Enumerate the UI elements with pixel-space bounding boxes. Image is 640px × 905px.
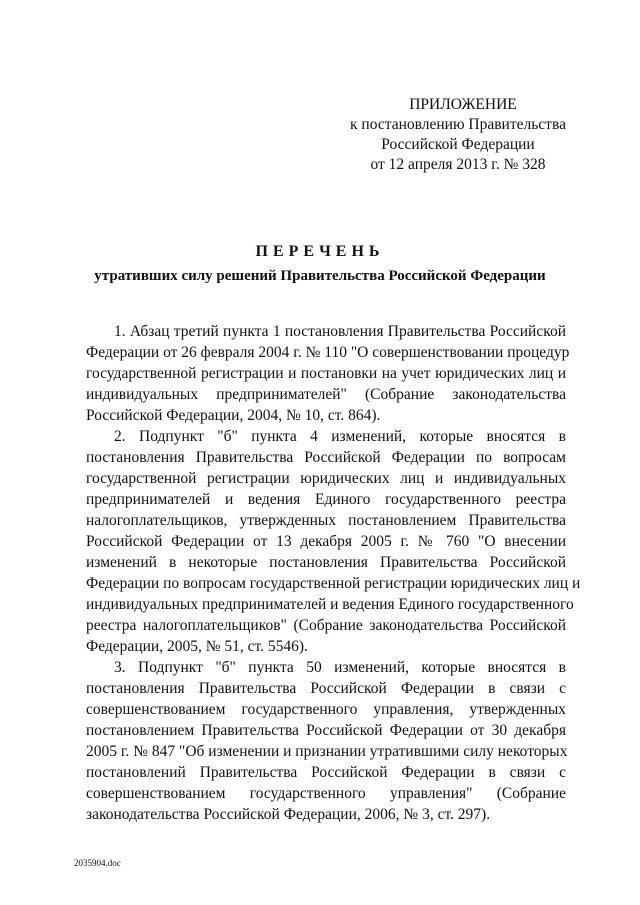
paragraph-line: Российской Федерации, 2004, № 10, ст. 864). xyxy=(86,407,381,424)
paragraph-line: законодательства Российской Федерации, 2006, № 3, ст. 297). xyxy=(86,806,491,823)
paragraph-line: постановлений Правительства Российской Федерации в связи с xyxy=(86,764,566,781)
paragraph-3 xyxy=(86,657,566,825)
paragraph-line: индивидуальных предпринимателей" (Собрание законодательства xyxy=(86,386,566,403)
document-title: ПЕРЕЧЕНЬ xyxy=(255,243,385,260)
appendix-line-resolution: к постановлению Правительства xyxy=(350,116,566,133)
paragraph-line: реестра налогоплательщиков" (Собрание законодательства Российской xyxy=(86,617,566,634)
paragraph-line: изменений в некоторые постановления Правительства Российской xyxy=(86,554,566,571)
paragraph-line: постановления Правительства Российской Федерации по вопросам xyxy=(86,449,566,466)
document-body xyxy=(86,321,581,825)
file-name-footer: 2035904.doc xyxy=(74,858,121,868)
paragraph-1 xyxy=(86,321,570,426)
paragraph-line: совершенствованием государственного управления" (Собрание xyxy=(86,785,566,802)
paragraph-line: 3. Подпункт "б" пункта 50 изменений, которые вносятся в xyxy=(114,659,566,676)
paragraph-2 xyxy=(86,426,581,657)
document-subtitle: утративших силу решений Правительства Российской Федерации xyxy=(94,268,546,284)
appendix-line-date-number: от 12 апреля 2013 г. № 328 xyxy=(370,156,546,173)
appendix-header xyxy=(338,95,578,175)
paragraph-line: Российской Федерации от 13 декабря 2005 г. № 760 "О внесении xyxy=(86,533,566,550)
paragraph-line: государственной регистрации и постановки на учет юридических лиц и xyxy=(86,365,566,382)
paragraph-line: 2005 г. № 847 "Об изменении и признании утратившими силу некоторых xyxy=(86,743,568,760)
paragraph-line: индивидуальных предпринимателей и ведения Единого государственного xyxy=(86,596,574,613)
paragraph-line: 2. Подпункт "б" пункта 4 изменений, которые вносятся в xyxy=(114,428,566,445)
paragraph-line: налогоплательщиков, утвержденных постановлением Правительства xyxy=(86,512,566,529)
paragraph-line: Федерации от 26 февраля 2004 г. № 110 "О совершенствовании процедур xyxy=(86,344,570,361)
appendix-line-federation: Российской Федерации xyxy=(381,136,535,153)
paragraph-line: предпринимателей и ведения Единого государственного реестра xyxy=(86,491,566,508)
paragraph-line: государственной регистрации юридических лиц и индивидуальных xyxy=(86,470,566,487)
paragraph-line: Федерации по вопросам государственной регистрации юридических лиц и xyxy=(86,575,581,592)
paragraph-line: Федерации, 2005, № 51, ст. 5546). xyxy=(86,638,308,655)
paragraph-line: 1. Абзац третий пункта 1 постановления Правительства Российской xyxy=(114,323,566,340)
paragraph-line: постановления Правительства Российской Федерации в связи с xyxy=(86,680,566,697)
appendix-title: ПРИЛОЖЕНИЕ xyxy=(409,96,517,113)
paragraph-line: постановлением Правительства Российской Федерации от 30 декабря xyxy=(86,722,566,739)
paragraph-line: совершенствованием государственного управления, утвержденных xyxy=(86,701,566,718)
